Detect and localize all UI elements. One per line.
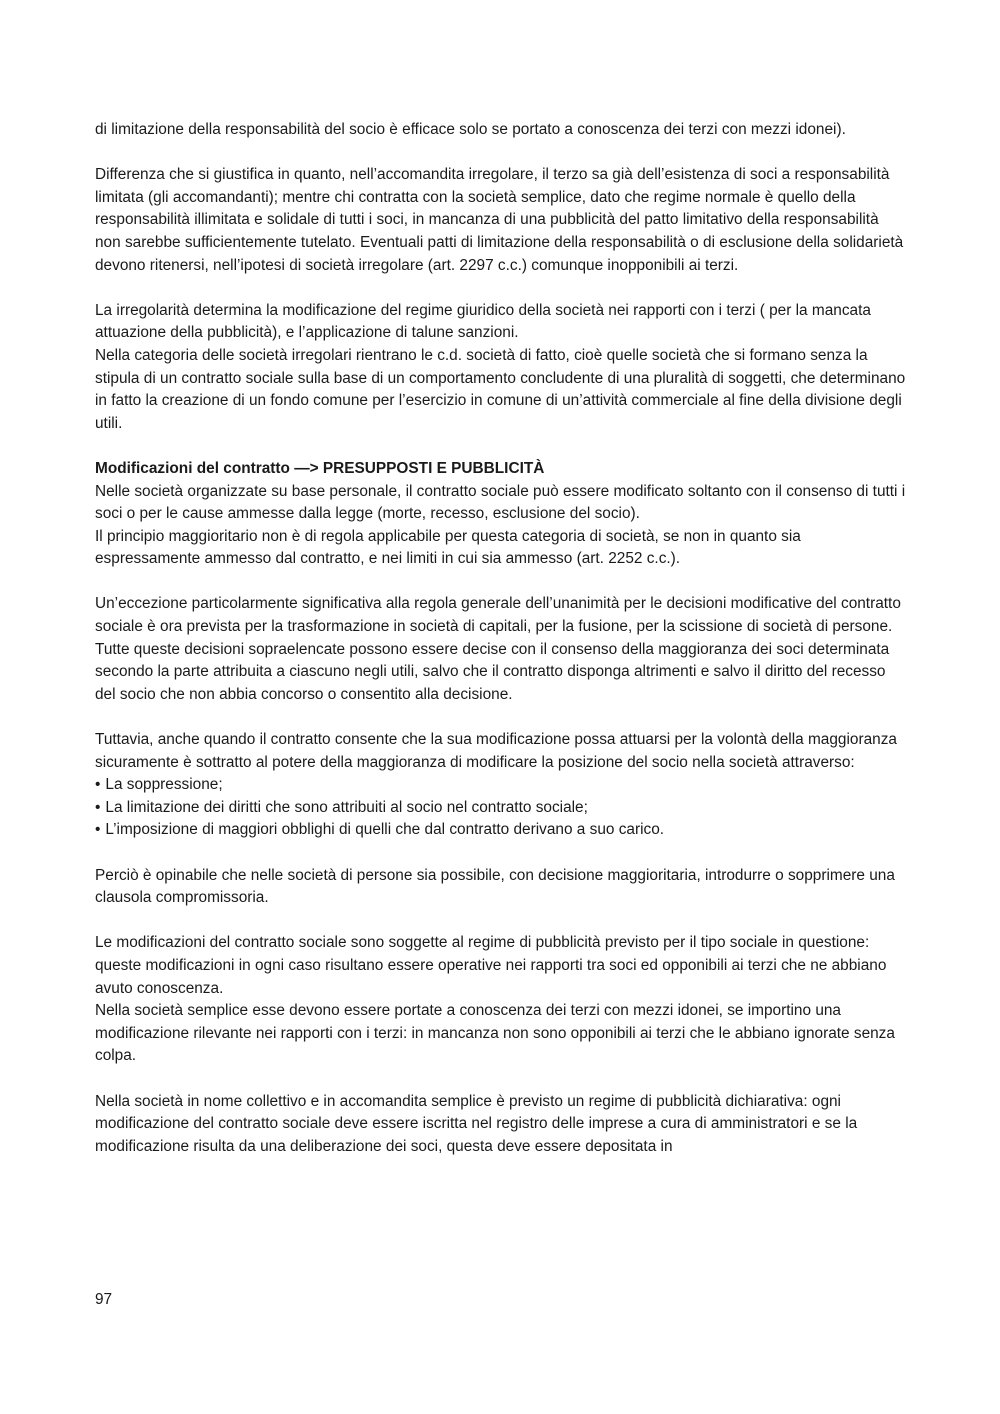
bullet-item: [95, 819, 907, 842]
paragraph-group-publicity: [95, 932, 907, 1068]
bullet-text: L’imposizione di maggiori obblighi di quelli che dal contratto derivano a suo carico.: [105, 821, 665, 839]
page-number: 97: [95, 1291, 113, 1308]
paragraph-limitation-efficacy: di limitazione della responsabilità del socio è efficace solo se portato a conoscenza dei terzi con mezzi idonei).: [95, 121, 846, 138]
paragraph-publicity-regime: Le modificazioni del contratto sociale sono soggette al regime di pubblicità previsto per il tipo sociale in questione: queste modificazioni in ogni caso risultano essere operative nei rapporti tra soci ed opponibili ai terzi che ne abbiano avuto conoscenza.: [95, 934, 887, 997]
document-page: [95, 119, 907, 1181]
paragraph-unanimity-rule: Nelle società organizzate su base personale, il contratto sociale può essere modificato soltanto con il consenso di tutti i soci o per le cause ammesse dalla legge (morte, recesso, esclusione del socio).: [95, 482, 906, 523]
paragraph-group-irregularity: [95, 300, 907, 436]
bullet-item: [95, 797, 907, 820]
bullet-text: La soppressione;: [105, 776, 223, 794]
paragraph-de-facto-companies: Nella categoria delle società irregolari rientrano le c.d. società di fatto, cioè quelle società che si formano senza la stipula di un contratto sociale sulla base di un comportamento concludente di una pluralità di soggetti, che determinano in fatto la creazione di un fondo comune per l’esercizio in comune di un’attività commerciale al fine della divisione degli utili.: [95, 346, 906, 432]
bullet-icon: •: [95, 798, 101, 816]
paragraph-simple-company-publicity: Nella società semplice esse devono essere portate a conoscenza dei terzi con mezzi idonei, se importino una modificazione rilevante nei rapporti con i terzi: in mancanza non sono opponibili ai terzi che le abbiano ignorate senza colpa.: [95, 1002, 895, 1065]
paragraph-unanimity-exception: Un’eccezione particolarmente significativa alla regola generale dell’unanimità per le decisioni modificative del contratto sociale è ora prevista per la trasformazione in società di capitali, per la fusione, per la scissione di società di persone. Tutte queste decisioni sopraelencate possono essere decise con il consenso della maggioranza dei soci determinata secondo la parte attribuita a ciascuno negli utili, salvo che il contratto disponga altrimenti e salvo il diritto del recesso del socio che non abbia concorso o consentito alla decisione.: [95, 595, 901, 703]
bullet-icon: •: [95, 776, 101, 794]
bullet-list: [95, 774, 907, 842]
paragraph-majority-limits: Tuttavia, anche quando il contratto consente che la sua modificazione possa attuarsi per la volontà della maggioranza sicuramente è sottratto al potere della maggioranza di modificare la posizione del socio nella società attraverso:: [95, 731, 897, 771]
paragraph-accomandita-difference: Differenza che si giustifica in quanto, nell’accomandita irregolare, il terzo sa già dell’esistenza di soci a responsabilità limitata (gli accomandanti); mentre chi contratta con la società semplice, dato che regime normale è quello della responsabilità illimitata e solidale di tutti i soci, in mancanza di una pubblicità del patto limitativo della responsabilità non sarebbe sufficientemente tutelato. Eventuali patti di limitazione della responsabilità o di esclusione della solidarietà devono ritenersi, nell’ipotesi di società irregolare (art. 2297 c.c.) comunque inopponibili ai terzi.: [95, 166, 904, 274]
section-heading: Modificazioni del contratto —> PRESUPPOSTI E PUBBLICITÀ: [95, 459, 545, 477]
section-contract-modifications: [95, 458, 907, 571]
paragraph-group-majority-limits: [95, 729, 907, 842]
paragraph-majority-principle: Il principio maggioritario non è di regola applicabile per questa categoria di società, se non in quanto sia espressamente ammesso dal contratto, e nei limiti in cui sia ammesso (art. 2252 c.c.).: [95, 527, 801, 568]
paragraph-irregularity-effects: La irregolarità determina la modificazione del regime giuridico della società nei rapporti con i terzi ( per la mancata attuazione della pubblicità), e l’applicazione di talune sanzioni.: [95, 301, 871, 342]
bullet-item: [95, 774, 907, 797]
paragraph-arbitration-clause: Perciò è opinabile che nelle società di persone sia possibile, con decisione maggioritaria, introdurre o sopprimere una clausola compromissoria.: [95, 866, 895, 907]
paragraph-declarative-publicity: Nella società in nome collettivo e in accomandita semplice è previsto un regime di pubblicità dichiarativa: ogni modificazione del contratto sociale deve essere iscritta nel registro delle imprese a cura di amministratori e se la modificazione risulta da una deliberazione dei soci, questa deve essere depositata in: [95, 1092, 858, 1155]
bullet-icon: •: [95, 821, 101, 839]
bullet-text: La limitazione dei diritti che sono attribuiti al socio nel contratto sociale;: [105, 798, 588, 816]
